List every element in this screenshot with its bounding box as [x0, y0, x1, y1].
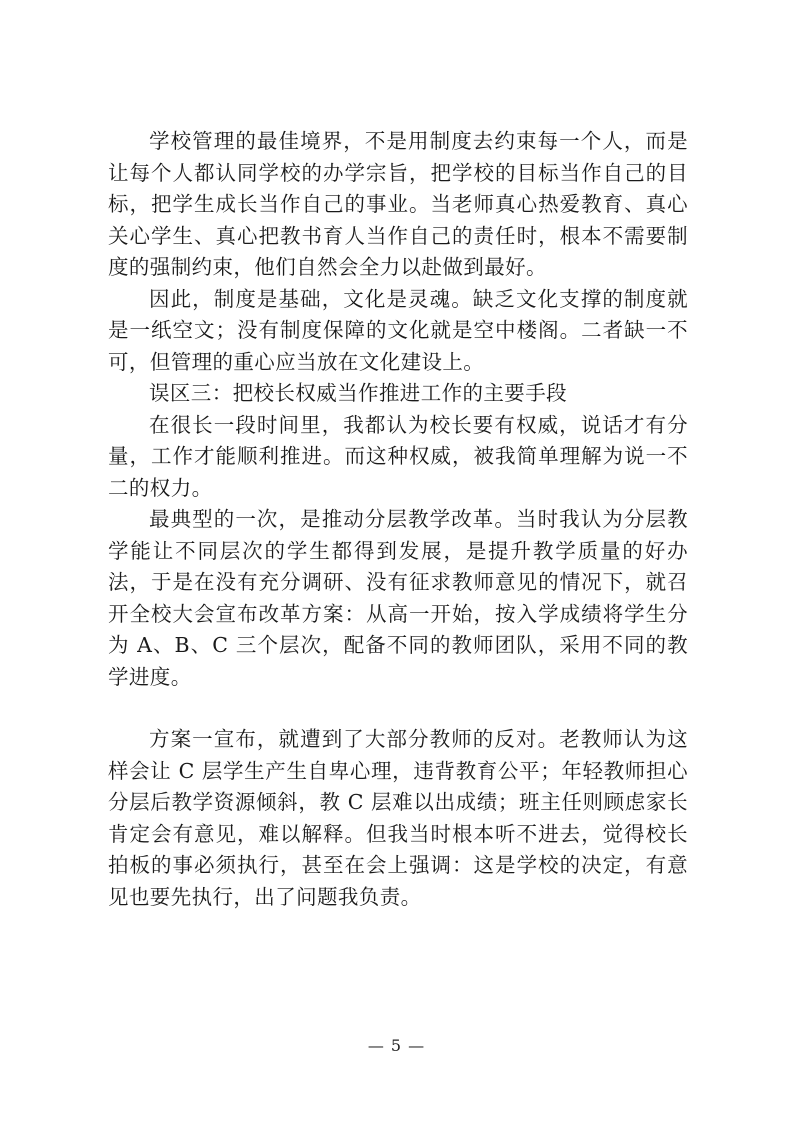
document-body [108, 126, 688, 913]
section-heading-misconception-three: 误区三：把校长权威当作推进工作的主要手段 [149, 381, 567, 405]
page-number: — 5 — [367, 1036, 426, 1055]
paragraph-management-culture: 学校管理的最佳境界，不是用制度去约束每一个人，而是让每个人都认同学校的办学宗旨，把学校的目标当作自己的目标，把学生成长当作自己的事业。当老师真心热爱教育、真心关心学生、真心把教书育人当作自己的责任时，根本不需要制度的强制约束，他们自然会全力以赴做到最好。 [108, 129, 688, 279]
paragraph-tiered-teaching-reform: 最典型的一次，是推动分层教学改革。当时我认为分层教学能让不同层次的学生都得到发展，是提升教学质量的好办法，于是在没有充分调研、没有征求教师意见的情况下，就召开全校大会宣布改革方案：从高一开始，按入学成绩将学生分为 A、B、C 三个层次，配备不同的教师团队，采用不同的教学进度。 [108, 507, 688, 689]
paragraph-teacher-opposition: 方案一宣布，就遭到了大部分教师的反对。老教师认为这样会让 C 层学生产生自卑心理，违背教育公平；年轻教师担心分层后教学资源倾斜，教 C 层难以出成绩；班主任则顾虑家长肯定会有意见，难以解释。但我当时根本听不进去，觉得校长拍板的事必须执行，甚至在会上强调：这是学校的决定，有意见也要先执行，出了问题我负责。 [108, 727, 688, 909]
paragraph-principal-authority: 在很长一段时间里，我都认为校长要有权威，说话才有分量，工作才能顺利推进。而这种权威，被我简单理解为说一不二的权力。 [108, 412, 688, 500]
paragraph-system-and-culture: 因此，制度是基础，文化是灵魂。缺乏文化支撑的制度就是一纸空文；没有制度保障的文化就是空中楼阁。二者缺一不可，但管理的重心应当放在文化建设上。 [108, 286, 688, 374]
